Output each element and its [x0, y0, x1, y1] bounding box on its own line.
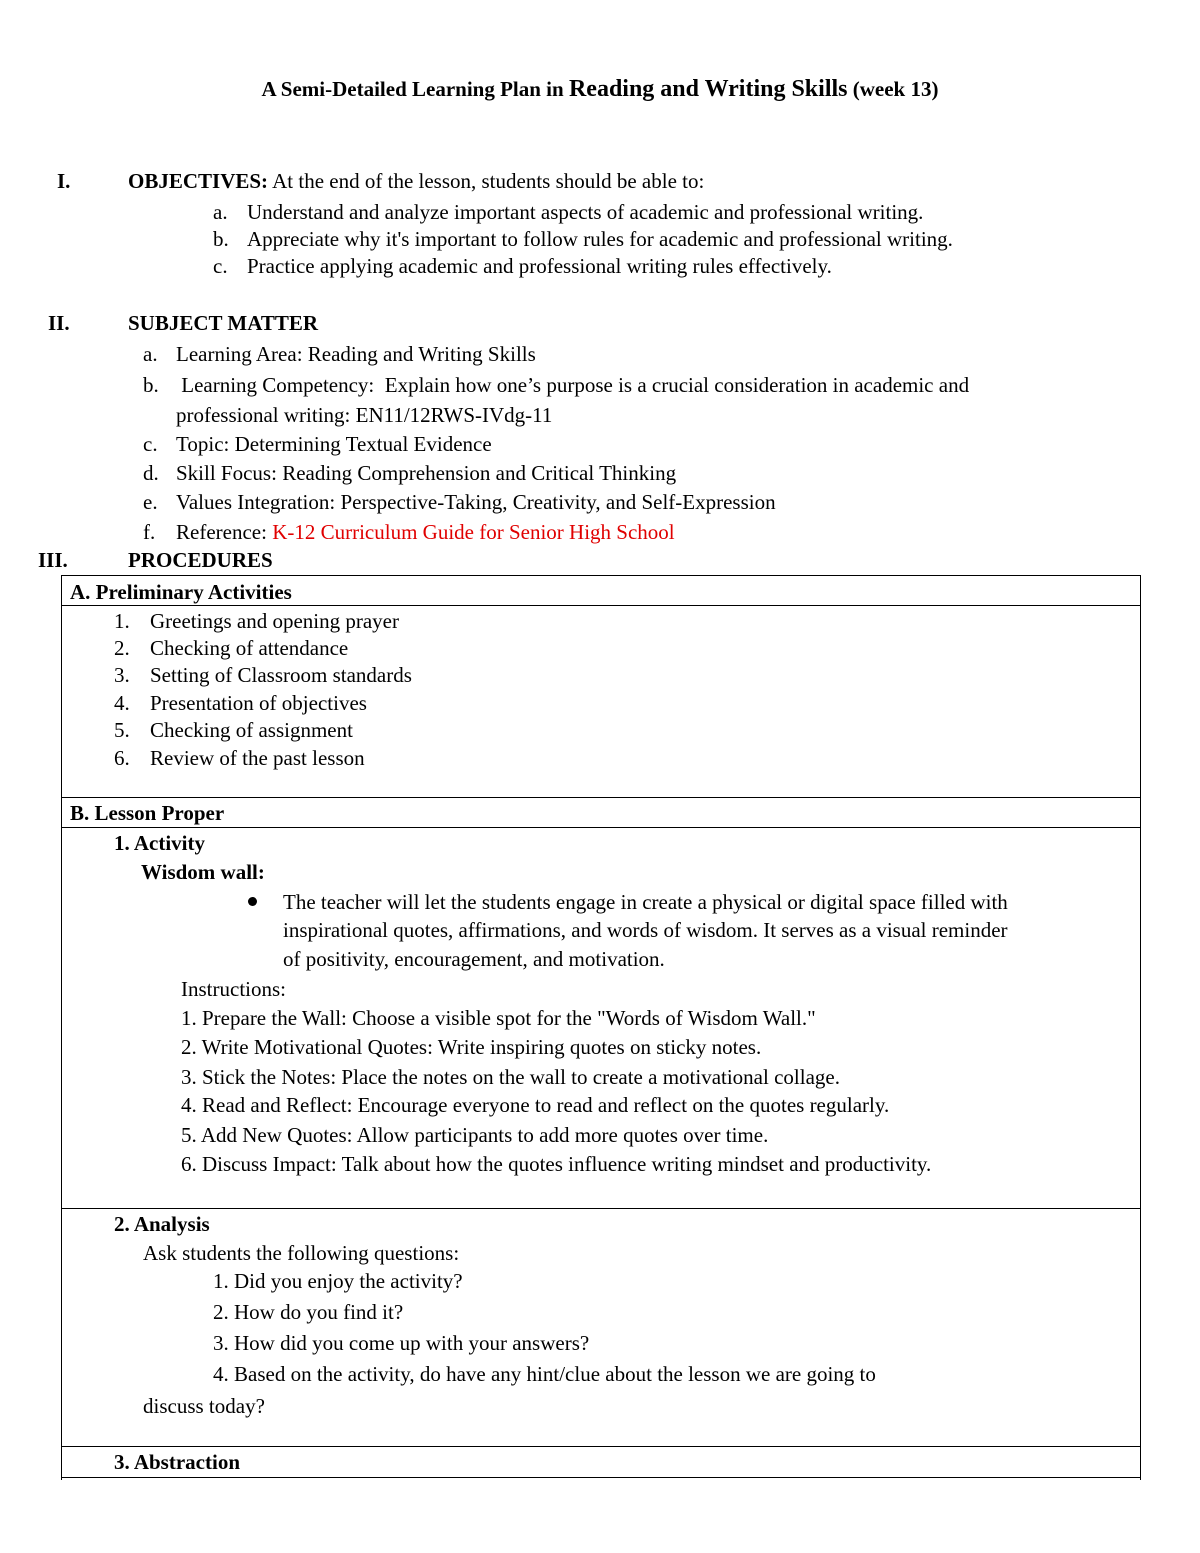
analysis-question-4: 4. Based on the activity, do have any hint/clue about the lesson we are going to — [213, 1362, 876, 1386]
subject-letter-d: d. — [143, 461, 159, 485]
title-subject: Reading and Writing Skills — [568, 76, 848, 102]
objective-letter-a: a. — [213, 200, 228, 224]
objective-text-c: Practice applying academic and professional writing rules effectively. — [247, 254, 832, 278]
instruction-item-3: 3. Stick the Notes: Place the notes on the wall to create a motivational collage. — [181, 1065, 840, 1089]
subject-letter-a: a. — [143, 342, 158, 366]
activity-description-line-3: of positivity, encouragement, and motivation. — [283, 947, 665, 971]
analysis-heading: 2. Analysis — [114, 1212, 210, 1236]
activity-description-line-2: inspirational quotes, affirmations, and words of wisdom. It serves as a visual reminder — [283, 918, 1008, 942]
activity-description-line-1: The teacher will let the students engage in create a physical or digital space filled with — [283, 890, 1008, 914]
preliminary-num-1: 1. — [114, 609, 130, 633]
analysis-question-4-cont: discuss today? — [143, 1394, 265, 1418]
subject-text-b-cont: professional writing: EN11/12RWS-IVdg-11 — [176, 403, 553, 427]
preliminary-item-5: Checking of assignment — [150, 718, 353, 742]
subject-text-f — [176, 518, 675, 546]
instruction-item-4: 4. Read and Reflect: Encourage everyone to read and reflect on the quotes regularly. — [181, 1093, 890, 1117]
preliminary-num-2: 2. — [114, 636, 130, 660]
preliminary-num-6: 6. — [114, 746, 130, 770]
objective-letter-c: c. — [213, 254, 228, 278]
objectives-numeral: I. — [57, 169, 71, 193]
analysis-question-1: 1. Did you enjoy the activity? — [213, 1269, 463, 1293]
instruction-item-1: 1. Prepare the Wall: Choose a visible spot for the "Words of Wisdom Wall." — [181, 1006, 816, 1030]
subject-text-e: Values Integration: Perspective-Taking, Creativity, and Self-Expression — [176, 490, 776, 514]
preliminary-num-4: 4. — [114, 691, 130, 715]
activity-heading: 1. Activity — [114, 831, 205, 855]
analysis-question-3: 3. How did you come up with your answers? — [213, 1331, 590, 1355]
instruction-item-5: 5. Add New Quotes: Allow participants to add more quotes over time. — [181, 1123, 769, 1147]
preliminary-item-2: Checking of attendance — [150, 636, 349, 660]
preliminary-item-4: Presentation of objectives — [150, 691, 367, 715]
preliminary-num-5: 5. — [114, 718, 130, 742]
activity-subheading: Wisdom wall: — [141, 860, 265, 884]
objectives-heading-line — [128, 167, 704, 195]
preliminary-heading: A. Preliminary Activities — [70, 580, 292, 604]
subject-text-d: Skill Focus: Reading Comprehension and Critical Thinking — [176, 461, 677, 485]
subject-letter-b: b. — [143, 373, 159, 397]
subject-text-a: Learning Area: Reading and Writing Skills — [176, 342, 536, 366]
objective-text-a: Understand and analyze important aspects of academic and professional writing. — [247, 200, 924, 224]
procedures-numeral: III. — [38, 548, 68, 572]
reference-link: K-12 Curriculum Guide for Senior High School — [272, 520, 675, 544]
objectives-intro: At the end of the lesson, students should be able to: — [268, 169, 705, 193]
instruction-item-6: 6. Discuss Impact: Talk about how the quotes influence writing mindset and productivity. — [181, 1152, 932, 1176]
instruction-item-2: 2. Write Motivational Quotes: Write inspiring quotes on sticky notes. — [181, 1035, 762, 1059]
subject-letter-c: c. — [143, 432, 158, 456]
subject-text-b: Learning Competency: Explain how one’s purpose is a crucial consideration in academic and — [176, 373, 970, 397]
reference-label: Reference: — [176, 520, 273, 544]
subject-text-c: Topic: Determining Textual Evidence — [176, 432, 492, 456]
subject-letter-f: f. — [143, 520, 156, 544]
bullet-icon — [248, 897, 257, 906]
subject-letter-e: e. — [143, 490, 158, 514]
objectives-heading: OBJECTIVES: — [128, 169, 269, 193]
analysis-question-2: 2. How do you find it? — [213, 1300, 404, 1324]
preliminary-item-6: Review of the past lesson — [150, 746, 365, 770]
objective-letter-b: b. — [213, 227, 229, 251]
analysis-intro: Ask students the following questions: — [143, 1241, 460, 1265]
subject-matter-heading: SUBJECT MATTER — [128, 311, 319, 335]
page-title — [0, 76, 1200, 103]
title-suffix: (week 13) — [847, 77, 939, 101]
preliminary-item-1: Greetings and opening prayer — [150, 609, 399, 633]
objective-text-b: Appreciate why it's important to follow rules for academic and professional writing. — [247, 227, 953, 251]
abstraction-heading: 3. Abstraction — [114, 1450, 240, 1474]
procedures-heading: PROCEDURES — [128, 548, 273, 572]
subject-matter-numeral: II. — [48, 311, 70, 335]
preliminary-item-3: Setting of Classroom standards — [150, 663, 412, 687]
preliminary-num-3: 3. — [114, 663, 130, 687]
lesson-proper-heading: B. Lesson Proper — [70, 801, 225, 825]
title-prefix: A Semi-Detailed Learning Plan in — [261, 77, 569, 101]
instructions-label: Instructions: — [181, 977, 286, 1001]
